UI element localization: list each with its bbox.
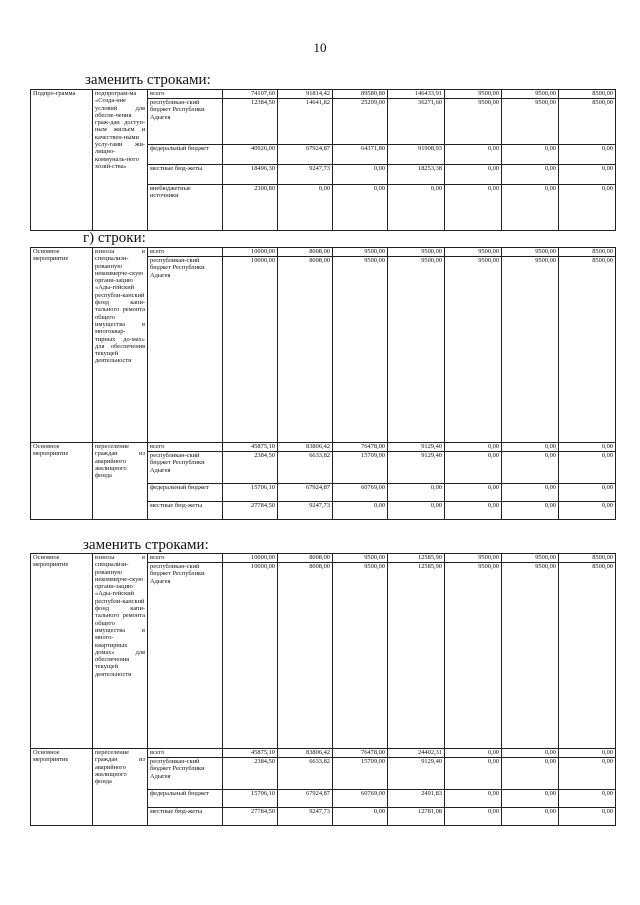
value-cell: 67924,87 xyxy=(278,484,333,502)
measure-name-cell: взносы в специализи-рованную некоммерче-скую органи-зацию «Ады-гейский республи-канский фонд капи-тального ремонта общего имущества в многоквар-тирных до-мах» для обеспечения текущей деятельности xyxy=(93,248,148,443)
value-cell: 0,00 xyxy=(502,790,559,808)
measure-name-cell: переселение граждан из аварийного жилищного фонда xyxy=(93,749,148,826)
value-cell: 60769,00 xyxy=(333,790,388,808)
funding-source-cell: всего xyxy=(148,443,223,452)
value-cell: 9500,00 xyxy=(388,257,445,443)
value-cell: 0,00 xyxy=(559,443,616,452)
value-cell: 0,00 xyxy=(502,808,559,826)
value-cell: 67924,87 xyxy=(278,145,333,165)
value-cell: 0,00 xyxy=(388,185,445,231)
value-cell: 45875,10 xyxy=(223,749,278,758)
value-cell: 9500,00 xyxy=(388,248,445,257)
value-cell: 76478,00 xyxy=(333,749,388,758)
value-cell: 9500,00 xyxy=(333,257,388,443)
value-cell: 12585,90 xyxy=(388,563,445,749)
value-cell: 45875,10 xyxy=(223,443,278,452)
value-cell: 0,00 xyxy=(333,808,388,826)
funding-source-cell: федеральный бюджет xyxy=(148,484,223,502)
funding-source-cell: республикан-ский бюджет Республики Адыгея xyxy=(148,257,223,443)
value-cell: 0,00 xyxy=(445,185,502,231)
section-heading-replace-1: заменить строками: xyxy=(85,72,211,88)
value-cell: 0,00 xyxy=(559,502,616,520)
value-cell: 0,00 xyxy=(502,484,559,502)
section-heading-rows: г) строки: xyxy=(83,230,146,246)
table-row xyxy=(31,554,616,563)
subprogram-table xyxy=(30,89,616,231)
value-cell: 83806,42 xyxy=(278,443,333,452)
value-cell: 10000,00 xyxy=(223,248,278,257)
funding-source-cell: всего xyxy=(148,90,223,99)
value-cell: 0,00 xyxy=(278,185,333,231)
value-cell: 9500,00 xyxy=(333,563,388,749)
value-cell: 8500,00 xyxy=(559,563,616,749)
value-cell: 9500,00 xyxy=(502,554,559,563)
value-cell: 9500,00 xyxy=(445,90,502,99)
value-cell: 0,00 xyxy=(502,749,559,758)
funding-source-cell: всего xyxy=(148,248,223,257)
value-cell: 0,00 xyxy=(502,185,559,231)
value-cell: 0,00 xyxy=(445,452,502,484)
table-row xyxy=(31,90,616,99)
value-cell: 0,00 xyxy=(445,790,502,808)
measure-name-cell: взносы в специализи-рованную некоммерче-скую органи-зацию «Ады-гейский республи-канский фонд капи-тального ремонта общего имущества в много-квартирных домах» для обеспечения текущей деятельности xyxy=(93,554,148,749)
value-cell: 9247,73 xyxy=(278,808,333,826)
page-number: 10 xyxy=(313,40,327,55)
funding-source-cell: местные бюд-жеты xyxy=(148,165,223,185)
funding-source-cell: федеральный бюджет xyxy=(148,790,223,808)
value-cell: 0,00 xyxy=(445,502,502,520)
value-cell: 0,00 xyxy=(445,484,502,502)
value-cell: 9247,73 xyxy=(278,165,333,185)
value-cell: 25209,00 xyxy=(333,99,388,145)
value-cell: 40926,00 xyxy=(223,145,278,165)
value-cell: 0,00 xyxy=(445,758,502,790)
value-cell: 0,00 xyxy=(502,452,559,484)
value-cell: 9129,40 xyxy=(388,443,445,452)
table-row xyxy=(31,749,616,758)
funding-source-cell: республикан-ский бюджет Республики Адыгея xyxy=(148,452,223,484)
value-cell: 83806,42 xyxy=(278,749,333,758)
value-cell: 9500,00 xyxy=(333,554,388,563)
value-cell: 9500,00 xyxy=(445,554,502,563)
value-cell: 9129,40 xyxy=(388,452,445,484)
value-cell: 2384,50 xyxy=(223,758,278,790)
funding-source-cell: всего xyxy=(148,554,223,563)
value-cell: 89580,80 xyxy=(333,90,388,99)
value-cell: 9500,00 xyxy=(445,99,502,145)
value-cell: 9500,00 xyxy=(502,90,559,99)
measure-name-cell: подпрограм-ма «Созда-ние условий для обеспе-чения граж-дан доступ-ным жильем и качествен-ными услу-гами жи-лищно-коммуналь-ного хозяй-ства» xyxy=(93,90,148,231)
value-cell: 9247,73 xyxy=(278,502,333,520)
section-heading-replace-2: заменить строками: xyxy=(83,537,209,553)
measure-name-cell: переселение граждан из аварийного жилищного фонда xyxy=(93,443,148,520)
value-cell: 0,00 xyxy=(333,185,388,231)
value-cell: 0,00 xyxy=(559,452,616,484)
funding-source-cell: республикан-ский бюджет Республики Адыгея xyxy=(148,99,223,145)
value-cell: 0,00 xyxy=(502,145,559,165)
funding-source-cell: республикан-ский бюджет Республики Адыгея xyxy=(148,758,223,790)
value-cell: 0,00 xyxy=(559,790,616,808)
value-cell: 9500,00 xyxy=(333,248,388,257)
value-cell: 8500,00 xyxy=(559,90,616,99)
value-cell: 6633,82 xyxy=(278,758,333,790)
value-cell: 0,00 xyxy=(559,758,616,790)
value-cell: 8500,00 xyxy=(559,99,616,145)
value-cell: 0,00 xyxy=(388,484,445,502)
table-row xyxy=(31,248,616,257)
table-row xyxy=(31,443,616,452)
value-cell: 27784,50 xyxy=(223,502,278,520)
value-cell: 0,00 xyxy=(559,484,616,502)
value-cell: 8008,00 xyxy=(278,248,333,257)
value-cell: 9500,00 xyxy=(445,257,502,443)
value-cell: 2491,83 xyxy=(388,790,445,808)
value-cell: 10000,00 xyxy=(223,257,278,443)
value-cell: 0,00 xyxy=(445,165,502,185)
value-cell: 60769,00 xyxy=(333,484,388,502)
value-cell: 76478,00 xyxy=(333,443,388,452)
value-cell: 91908,93 xyxy=(388,145,445,165)
value-cell: 0,00 xyxy=(445,749,502,758)
value-cell: 9500,00 xyxy=(502,248,559,257)
funding-source-cell: республикан-ский бюджет Республики Адыгея xyxy=(148,563,223,749)
value-cell: 8500,00 xyxy=(559,257,616,443)
value-cell: 12781,08 xyxy=(388,808,445,826)
value-cell: 9500,00 xyxy=(445,248,502,257)
value-cell: 15706,10 xyxy=(223,790,278,808)
row-type-cell: Основное мероприятие xyxy=(31,749,93,826)
value-cell: 14641,82 xyxy=(278,99,333,145)
row-type-cell: Основное мероприятие xyxy=(31,554,93,749)
value-cell: 0,00 xyxy=(559,808,616,826)
value-cell: 18496,30 xyxy=(223,165,278,185)
funding-source-cell: всего xyxy=(148,749,223,758)
row-type-cell: Основное мероприятие xyxy=(31,443,93,520)
value-cell: 67924,87 xyxy=(278,790,333,808)
value-cell: 2300,80 xyxy=(223,185,278,231)
value-cell: 6633,82 xyxy=(278,452,333,484)
value-cell: 9129,40 xyxy=(388,758,445,790)
value-cell: 8500,00 xyxy=(559,554,616,563)
value-cell: 9500,00 xyxy=(502,257,559,443)
value-cell: 10000,00 xyxy=(223,554,278,563)
value-cell: 146433,91 xyxy=(388,90,445,99)
value-cell: 0,00 xyxy=(445,443,502,452)
value-cell: 0,00 xyxy=(502,758,559,790)
value-cell: 10000,00 xyxy=(223,563,278,749)
row-type-cell: Подпро-грамма xyxy=(31,90,93,231)
funding-source-cell: внебюджетные источники xyxy=(148,185,223,231)
value-cell: 27784,50 xyxy=(223,808,278,826)
value-cell: 0,00 xyxy=(559,185,616,231)
value-cell: 15709,00 xyxy=(333,452,388,484)
value-cell: 12384,50 xyxy=(223,99,278,145)
value-cell: 0,00 xyxy=(502,502,559,520)
value-cell: 0,00 xyxy=(445,808,502,826)
value-cell: 15706,10 xyxy=(223,484,278,502)
value-cell: 24402,31 xyxy=(388,749,445,758)
value-cell: 15709,00 xyxy=(333,758,388,790)
row-type-cell: Основное мероприятие xyxy=(31,248,93,443)
value-cell: 8008,00 xyxy=(278,563,333,749)
value-cell: 9500,00 xyxy=(445,563,502,749)
value-cell: 0,00 xyxy=(559,165,616,185)
value-cell: 2384,50 xyxy=(223,452,278,484)
value-cell: 0,00 xyxy=(333,502,388,520)
replacement-rows-table xyxy=(30,553,616,826)
value-cell: 0,00 xyxy=(502,443,559,452)
value-cell: 74107,60 xyxy=(223,90,278,99)
value-cell: 91814,42 xyxy=(278,90,333,99)
value-cell: 0,00 xyxy=(445,145,502,165)
value-cell: 18253,38 xyxy=(388,165,445,185)
value-cell: 9500,00 xyxy=(502,99,559,145)
value-cell: 9500,00 xyxy=(502,563,559,749)
value-cell: 0,00 xyxy=(388,502,445,520)
value-cell: 0,00 xyxy=(559,749,616,758)
value-cell: 8500,00 xyxy=(559,248,616,257)
funding-source-cell: федеральный бюджет xyxy=(148,145,223,165)
value-cell: 12585,90 xyxy=(388,554,445,563)
value-cell: 0,00 xyxy=(333,165,388,185)
value-cell: 8008,00 xyxy=(278,257,333,443)
funding-source-cell: местные бюд-жеты xyxy=(148,808,223,826)
value-cell: 8008,00 xyxy=(278,554,333,563)
value-cell: 0,00 xyxy=(502,165,559,185)
original-rows-table xyxy=(30,247,616,520)
value-cell: 64371,80 xyxy=(333,145,388,165)
funding-source-cell: местные бюд-жеты xyxy=(148,502,223,520)
value-cell: 0,00 xyxy=(559,145,616,165)
value-cell: 36271,60 xyxy=(388,99,445,145)
